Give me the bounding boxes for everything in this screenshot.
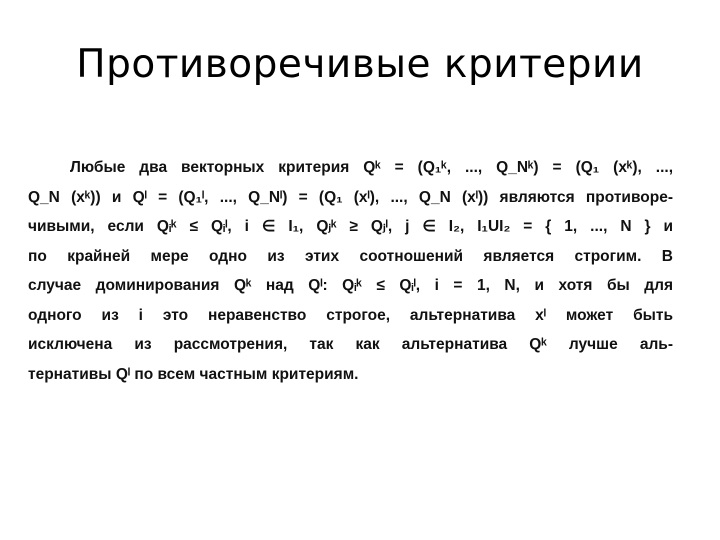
text-line-7: исключена из рассмотрения, так как альтернатива Qᵏ лучше аль- <box>28 336 673 353</box>
text-line-8: тернативы Qˡ по всем частным критериям. <box>28 365 359 383</box>
text-line-5: случае доминирования Qᵏ над Qˡ: Qᵢᵏ ≤ Qᵢˡ, i = 1, N, и хотя бы для <box>28 277 673 294</box>
text-line-3: чивыми, если Qᵢᵏ ≤ Qᵢˡ, i ∈ I₁, Qⱼᵏ ≥ Qⱼˡ, j ∈ I₂, I₁UI₂ = { 1, ..., N } и <box>28 218 673 235</box>
slide-title: Противоречивые критерии <box>76 42 644 87</box>
text-line-2: Q_N (xᵏ)) и Qˡ = (Q₁ˡ, ..., Q_Nˡ) = (Q₁ (xˡ), ..., Q_N (xˡ)) являются противоре- <box>28 188 673 206</box>
scanned-text-block <box>28 153 673 389</box>
text-line-4: по крайней мере одно из этих соотношений является строгим. В <box>28 247 673 265</box>
text-line-6: одного из i это неравенство строгое, альтернатива xˡ может быть <box>28 306 673 324</box>
text-line-1: Любые два векторных критерия Qᵏ = (Q₁ᵏ, ..., Q_Nᵏ) = (Q₁ (xᵏ), ..., <box>70 159 673 176</box>
